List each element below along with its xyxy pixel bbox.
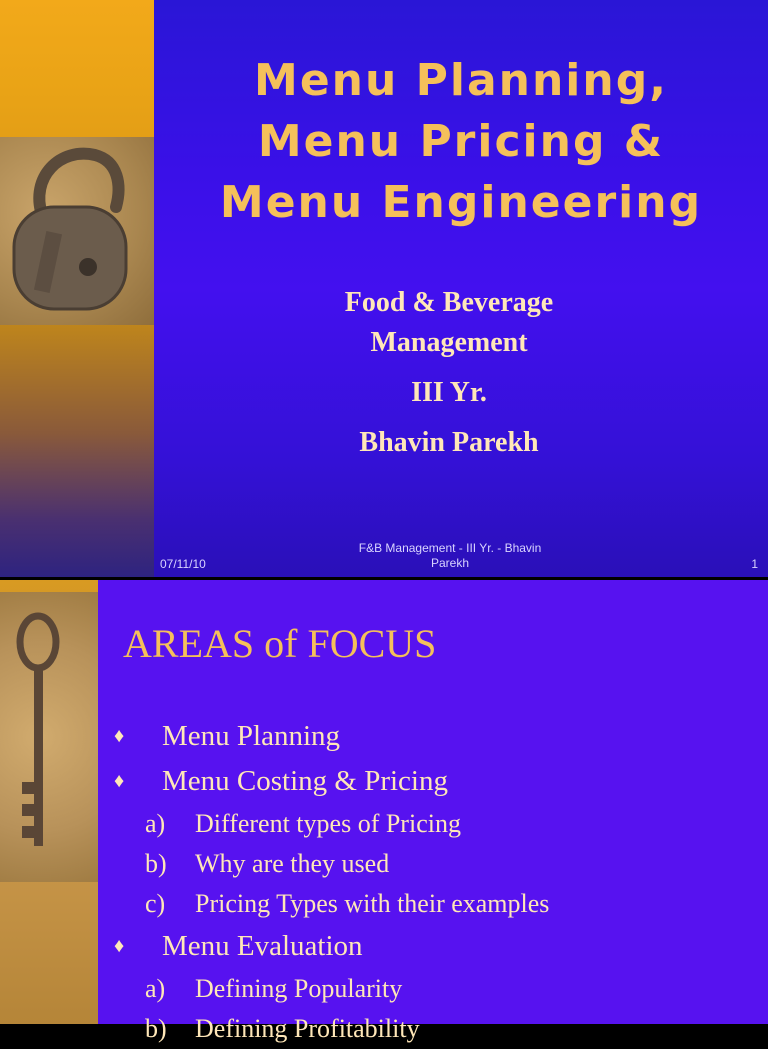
sub-item-label: Pricing Types with their examples: [195, 889, 550, 918]
list-item: [112, 714, 752, 759]
padlock-image: [0, 137, 154, 325]
slide-subtitle: [154, 283, 744, 463]
sub-item-marker: b): [145, 849, 167, 878]
focus-list: [112, 714, 752, 1049]
bullet-diamond-icon: ♦: [114, 935, 125, 957]
footer-title: [310, 541, 590, 571]
subtitle-line: III Yr.: [411, 377, 487, 408]
slide-title: [154, 50, 768, 233]
sub-item-label: Defining Popularity: [195, 974, 403, 1003]
footer-date: 07/11/10: [160, 557, 206, 571]
sub-item: [112, 844, 752, 884]
sub-item-marker: c): [145, 889, 166, 918]
list-item-label: Menu Evaluation: [162, 930, 363, 962]
footer-title-line: F&B Management - III Yr. - Bhavin: [358, 541, 542, 555]
title-line: Menu Planning,: [254, 55, 668, 106]
title-line: Menu Engineering: [219, 177, 703, 228]
bullet-diamond-icon: ♦: [114, 770, 125, 792]
subtitle-line: Bhavin Parekh: [359, 427, 539, 458]
sub-item: [112, 884, 752, 924]
sub-item-marker: b): [145, 1014, 167, 1043]
list-item-label: Menu Planning: [162, 720, 341, 752]
footer-page-number: 1: [751, 557, 758, 571]
subtitle-line: Management: [370, 327, 528, 358]
slide-title: AREAS of FOCUS: [123, 621, 437, 666]
sub-item-label: Different types of Pricing: [195, 809, 461, 838]
key-image: [0, 592, 98, 882]
list-item: [112, 759, 752, 804]
sub-item-label: Why are they used: [195, 849, 390, 878]
sub-item-marker: a): [145, 974, 166, 1003]
sub-item-marker: a): [145, 809, 166, 838]
slide-2: [0, 580, 768, 1043]
sub-item: [112, 1009, 752, 1049]
sub-item: [112, 969, 752, 1009]
bullet-diamond-icon: ♦: [114, 725, 125, 747]
subtitle-line: Food & Beverage: [344, 287, 554, 318]
footer-title-line: Parekh: [430, 556, 470, 570]
sub-item: [112, 804, 752, 844]
list-item: [112, 924, 752, 969]
sub-item-label: Defining Profitability: [195, 1014, 420, 1043]
list-item-label: Menu Costing & Pricing: [162, 765, 448, 797]
title-line: Menu Pricing &: [257, 116, 665, 167]
